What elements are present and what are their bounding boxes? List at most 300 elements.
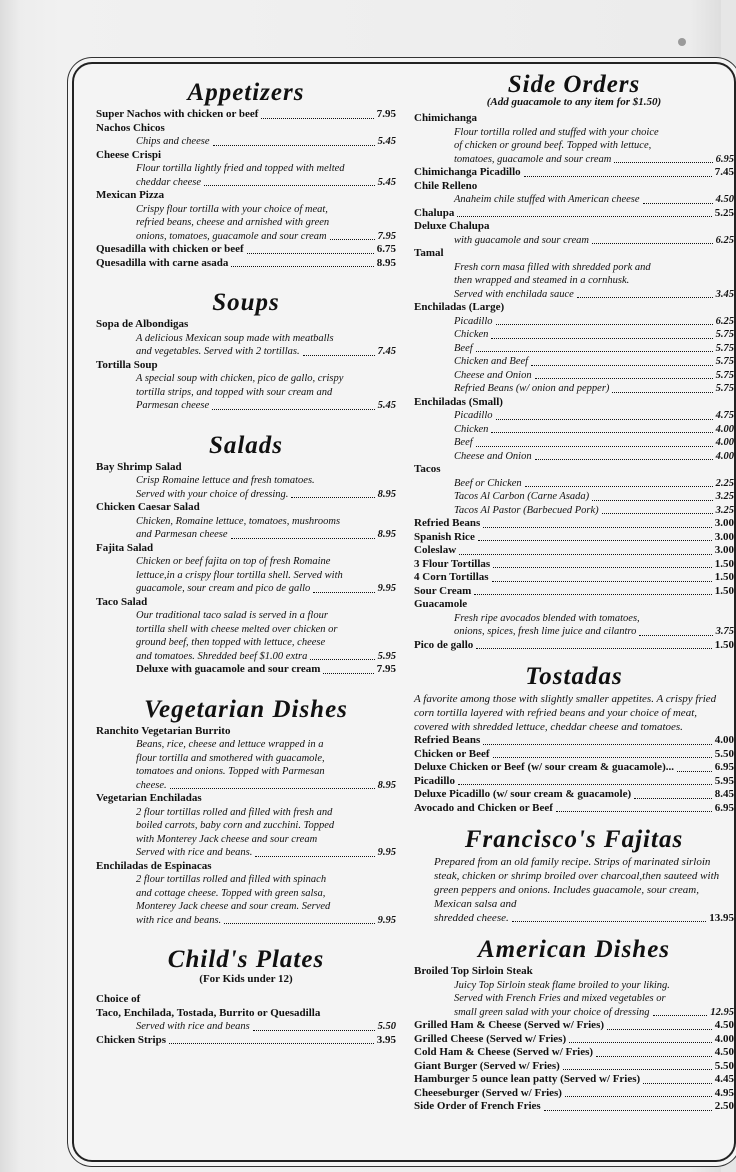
item-name: Chimichanga [414,112,477,124]
item-label: Super Nachos with chicken or beef [96,108,259,120]
item-description: tortilla strips, and topped with sour cream and [136,386,333,398]
menu-item-row [414,1100,734,1114]
item-description: Flour tortilla lightly fried and topped with melted [136,163,345,174]
menu-item-row [96,488,396,502]
price: 9.95 [377,583,396,594]
price: 5.50 [714,747,734,760]
menu-item-row [96,663,396,677]
price: 3.25 [715,504,734,516]
menu-item-row [414,328,734,342]
menu-item-row [414,450,734,464]
menu-item-row [414,1060,734,1074]
price: 1.50 [714,557,734,570]
price: 6.95 [715,153,734,165]
leader-dots [330,239,375,240]
leader-dots [525,486,713,487]
item-label: Cheese and Onion [454,450,532,462]
price: 4.45 [714,1073,734,1085]
leader-dots [643,203,713,204]
section-title: Tostadas [525,663,623,690]
item-label: Chicken and Beef [454,356,529,367]
item-label: Beef [454,437,473,448]
leader-dots [577,297,713,298]
leader-dots [459,554,712,555]
menu-item-row [414,775,734,789]
item-label: Chicken [454,423,489,435]
price: 5.75 [715,329,734,340]
leader-dots [535,378,713,379]
item-label: with guacamole and sour cream [454,234,589,246]
price: 7.45 [377,346,396,357]
item-label: Picadillo [414,774,455,787]
item-label: Chimichanga Picadillo [414,166,521,178]
item-label: 4 Corn Tortillas [414,571,489,583]
leader-dots [483,527,711,528]
item-name: Enchiladas (Small) [414,395,503,408]
leader-dots [476,351,713,352]
item-name: Tacos [414,463,441,475]
price: 1.50 [714,584,734,597]
item-name: Chile Relleno [414,179,478,192]
price: 2.50 [714,1100,734,1112]
leader-dots [291,497,374,498]
item-label: 3 Flour Tortillas [414,557,491,570]
item-description: Juicy Top Sirloin steak flame broiled to your liking. [454,979,670,991]
menu-item-row [96,582,396,596]
price: 8.45 [714,788,734,800]
leader-dots [310,659,374,660]
leader-dots [524,176,712,177]
tostadas-items [414,734,734,815]
leader-dots [204,185,375,186]
leader-dots [231,538,375,539]
leader-dots [458,784,712,785]
leader-dots [596,1056,712,1057]
menu-item-row [414,436,734,450]
menu-item-row [414,517,734,531]
price: 8.95 [377,488,396,500]
item-description: with Monterey Jack cheese and sour cream [136,833,318,845]
item-name: Taco, Enchilada, Tostada, Burrito or Quesadilla [96,1006,321,1019]
menu-item-row [414,1046,734,1060]
leader-dots [253,1030,375,1031]
item-description: Monterey Jack cheese and sour cream. Served [136,901,331,912]
menu-item-row [96,257,396,271]
menu-item-row [96,779,396,793]
price: 5.50 [714,1059,734,1072]
left-column [96,78,396,1047]
item-label: Served with your choice of dressing. [136,488,289,500]
item-label: Coleslaw [414,544,457,556]
leader-dots [491,432,712,433]
menu-item-row [414,734,734,748]
item-name: Bay Shrimp Salad [96,460,182,473]
item-label: tomatoes, guacamole and sour cream [454,153,612,165]
price: 2.25 [715,477,734,489]
leader-dots [535,459,713,460]
price: 9.95 [377,914,396,926]
item-label: with rice and beans. [136,914,222,926]
leader-dots [677,771,712,772]
leader-dots [592,243,713,244]
vegetarian-section [96,695,396,928]
item-description: tomatoes and onions. Topped with Parmesan [136,766,325,777]
leader-dots [303,355,375,356]
item-label: Giant Burger (Served w/ Fries) [414,1059,560,1072]
menu-item-row [96,650,396,664]
leader-dots [563,1069,712,1070]
item-label: Grilled Ham & Cheese (Served w/ Fries) [414,1019,605,1031]
price: 13.95 [709,911,734,924]
item-description: of chicken or ground beef. Topped with lettuce, [454,140,652,151]
menu-item-row [414,1006,734,1020]
price: 5.45 [377,400,396,411]
price: 5.45 [377,136,396,147]
price: 1.50 [714,638,734,651]
item-label: Grilled Cheese (Served w/ Fries) [414,1032,567,1045]
menu-item-row [414,585,734,599]
appetizers-section [96,78,396,270]
section-title: Francisco's Fajitas [464,826,684,853]
fajitas-price-row [414,911,734,925]
price: 4.00 [715,450,734,462]
item-label: Cheese and Onion [454,369,532,381]
price: 5.75 [715,356,734,367]
menu-item-row [414,1019,734,1033]
item-description: Flour tortilla rolled and stuffed with your choice [454,126,659,138]
leader-dots [170,788,375,789]
item-description: flour tortilla and smothered with guacamole, [136,752,325,764]
menu-item-row [96,846,396,860]
item-description: ground beef, then topped with lettuce, cheese [136,637,326,648]
price: 5.75 [715,342,734,354]
price: 5.95 [714,774,734,787]
item-name: Taco Salad [96,595,148,608]
salads-section [96,431,396,677]
item-label: Sour Cream [414,584,472,597]
section-title: Vegetarian Dishes [144,695,348,723]
item-name: Nachos Chicos [96,121,165,134]
price: 5.45 [377,176,396,188]
menu-item-row [414,625,734,639]
item-name: Sopa de Albondigas [96,318,189,330]
price: 6.95 [714,801,734,814]
leader-dots [476,446,713,447]
item-label: small green salad with your choice of dressing [454,1006,650,1018]
menu-item-row [414,207,734,221]
menu-item-row [96,528,396,542]
section-title: American Dishes [477,936,671,963]
menu-item-row [414,558,734,572]
item-name: Mexican Pizza [96,189,165,201]
item-label: onions, spices, fresh lime juice and cilantro [454,626,637,637]
leader-dots [261,118,373,119]
menu-item-row [414,234,734,248]
fajitas-text: Prepared from an old family recipe. Strips of marinated sirloin steak, chicken or shrimp broiled over charcoal,then sauteed with green peppers and onions. Includes guacamole, sour cream, Mexican salsa and [434,856,720,910]
leader-dots [544,1110,712,1111]
menu-item-row [414,342,734,356]
price: 7.95 [377,230,396,242]
tostadas-section [414,662,734,815]
item-label: Deluxe with guacamole and sour cream [136,663,321,675]
item-label: cheese. [136,779,167,791]
menu-item-row [414,788,734,802]
item-description: Chicken or beef fajita on top of fresh Romaine [136,556,331,567]
section-title: Side Orders [507,71,641,98]
item-label: Served with rice and beans [136,1021,250,1032]
item-description: 2 flour tortillas rolled and filled with spinach [136,874,327,885]
menu-item-row [414,761,734,775]
menu-item-row [414,409,734,423]
section-title: Salads [208,431,284,459]
item-description: Chicken, Romaine lettuce, tomatoes, mushrooms [136,515,341,527]
price: 7.95 [376,108,396,120]
price: 6.25 [715,234,734,246]
menu-item-row [96,399,396,413]
item-name: Tamal [414,247,444,259]
pin-hole [678,38,686,46]
price: 3.45 [715,288,734,300]
item-label: cheddar cheese [136,176,202,188]
item-label: Hamburger 5 ounce lean patty (Served w/ Fries) [414,1073,641,1085]
section-subtitle: (For Kids under 12) [199,973,293,985]
item-label: Served with rice and beans. [136,847,253,858]
leader-dots [493,567,712,568]
item-name: Chicken Caesar Salad [96,501,200,513]
item-description: A special soup with chicken, pico de gallo, crispy [136,373,344,384]
menu-item-row [414,531,734,545]
price: 6.25 [715,315,734,327]
leader-dots [496,419,713,420]
item-description: tortilla shell with cheese melted over chicken or [136,623,338,635]
leader-dots [653,1015,708,1016]
leader-dots [492,581,712,582]
section-title: Appetizers [187,79,305,106]
leader-dots [474,594,711,595]
leader-dots [493,757,712,758]
menu-item-row [414,1073,734,1087]
item-name: Fajita Salad [96,541,154,554]
price: 6.75 [376,243,396,255]
leader-dots [569,1042,712,1043]
item-label: Avocado and Chicken or Beef [414,801,553,814]
leader-dots [556,811,712,812]
fajitas-last: shredded cheese. [434,912,509,924]
price: 4.50 [715,194,734,205]
item-name: Choice of [96,993,141,1005]
tostadas-intro: A favorite among those with slightly smaller appetites. A crispy fried corn tortilla layered with refried beans and your choice of meat, covered with shredded lettuce, cheddar cheese and tomatoes. [414,693,717,733]
item-description: Fresh corn masa filled with shredded pork and [454,261,651,273]
price: 3.00 [714,544,734,556]
leader-dots [224,923,374,924]
price: 8.95 [376,256,396,269]
price: 9.95 [377,847,396,858]
side-orders-section [414,70,734,652]
price: 7.45 [714,166,734,178]
section-title: Soups [212,289,280,316]
item-label: and vegetables. Served with 2 tortillas. [136,346,300,357]
item-label: Chalupa [414,206,455,219]
leader-dots [639,635,712,636]
menu-item-row [96,345,396,359]
leader-dots [483,744,711,745]
menu-item-row [414,1087,734,1101]
price: 1.50 [714,571,734,583]
menu-item-row [414,153,734,167]
item-label: onions, tomatoes, guacamole and sour cream [136,230,327,242]
item-description: A delicious Mexican soup made with meatballs [136,332,334,344]
price: 6.95 [714,761,734,773]
price: 3.00 [714,517,734,529]
item-description: Our traditional taco salad is served in a flour [136,610,328,621]
item-description: refried beans, cheese and arnished with green [136,217,330,228]
leader-dots [491,338,712,339]
leader-dots [496,324,713,325]
item-label: Tacos Al Carbon (Carne Asada) [454,491,590,502]
item-name: Vegetarian Enchiladas [96,792,202,804]
item-description: 2 flour tortillas rolled and filled with fresh and [136,806,333,818]
item-label: Chicken [454,329,489,340]
menu-item-row [414,490,734,504]
item-label: Deluxe Chicken or Beef (w/ sour cream & guacamole)... [414,761,674,773]
item-label: Chicken Strips [96,1033,166,1046]
price: 5.95 [377,650,396,662]
item-description: and cottage cheese. Topped with green salsa, [136,887,326,899]
item-description: boiled carrots, baby corn and zucchini. Topped [136,820,335,831]
menu-item-row [96,135,396,149]
price: 3.00 [714,530,734,543]
price: 3.75 [715,626,734,637]
item-label: Quesadilla with carne asada [96,256,229,269]
leader-dots [169,1043,374,1044]
item-label: Chicken or Beef [414,747,490,760]
menu-item-row [96,1034,396,1048]
leader-dots [602,513,713,514]
menu-item-row [96,243,396,257]
menu-item-row [96,914,396,928]
price: 5.75 [715,369,734,381]
leader-dots [323,673,373,674]
item-name: Enchiladas (Large) [414,301,505,313]
item-label: Anaheim chile stuffed with American cheese [454,194,640,205]
leader-dots [255,856,374,857]
leader-dots [607,1029,712,1030]
item-label: Served with enchilada sauce [454,288,574,300]
item-label: Cheeseburger (Served w/ Fries) [414,1086,562,1099]
menu-item-row [414,193,734,207]
leader-dots [512,921,707,922]
item-label: Refried Beans [414,517,481,529]
item-label: and tomatoes. Shredded beef $1.00 extra [136,650,308,662]
menu-frame [72,62,736,1162]
item-name: Guacamole [414,598,468,610]
item-label: Quesadilla with chicken or beef [96,243,244,255]
item-description: lettuce,in a crispy flour tortilla shell. Served with [136,569,343,581]
item-name: Deluxe Chalupa [414,220,490,232]
item-label: Picadillo [454,315,493,327]
menu-item-row [414,504,734,518]
item-label: Refried Beans [414,734,481,746]
right-column [414,70,734,1114]
item-description: Served with French Fries and mixed vegetables or [454,993,666,1004]
leader-dots [634,798,712,799]
price: 8.95 [377,529,396,540]
price: 3.25 [715,491,734,502]
price: 8.95 [377,779,396,791]
leader-dots [212,409,374,410]
item-label: guacamole, sour cream and pico de gallo [136,583,311,594]
leader-dots [478,540,712,541]
leader-dots [213,145,375,146]
item-label: Deluxe Picadillo (w/ sour cream & guacamole) [414,788,632,800]
item-name: Cheese Crispi [96,148,162,161]
item-label: Pico de gallo [414,638,474,651]
menu-item-row [414,382,734,396]
menu-item-row [414,802,734,816]
item-label: Picadillo [454,410,493,421]
menu-item-row [414,748,734,762]
menu-item-row [96,230,396,244]
soups-section [96,288,396,413]
price: 4.00 [715,437,734,448]
item-description: Beans, rice, cheese and lettuce wrapped in a [136,739,324,750]
item-description: Crispy flour tortilla with your choice of meat, [136,203,328,215]
item-label: Tacos Al Pastor (Barbecued Pork) [454,504,599,516]
item-label: Cold Ham & Cheese (Served w/ Fries) [414,1046,594,1058]
item-name: Broiled Top Sirloin Steak [414,965,533,977]
fajitas-section [414,825,734,925]
leader-dots [231,266,373,267]
american-section [414,935,734,1114]
menu-item-row [414,369,734,383]
item-label: Spanish Rice [414,530,475,543]
menu-item-row [96,108,396,122]
item-description: Fresh ripe avocados blended with tomatoes, [454,612,640,624]
leader-dots [531,365,713,366]
price: 4.00 [715,423,734,435]
menu-item-row [414,315,734,329]
leader-dots [457,216,711,217]
menu-item-row [414,639,734,653]
price: 5.50 [377,1021,396,1032]
item-description: then wrapped and steamed in a cornhusk. [454,275,630,286]
item-name: Tortilla Soup [96,358,158,371]
price: 4.00 [714,1032,734,1045]
price: 4.50 [714,1046,734,1058]
leader-dots [592,500,712,501]
leader-dots [614,162,712,163]
price: 7.95 [376,663,396,675]
item-name: Enchiladas de Espinacas [96,859,212,872]
menu-item-row [414,477,734,491]
leader-dots [612,392,712,393]
price: 4.50 [714,1019,734,1031]
item-label: Beef [454,342,473,354]
section-subtitle: (Add guacamole to any item for $1.50) [486,96,662,108]
leader-dots [643,1083,712,1084]
menu-item-row [414,1033,734,1047]
item-label: Chips and cheese [136,136,210,147]
item-label: Side Order of French Fries [414,1100,541,1112]
section-title: Child's Plates [167,946,325,973]
price: 5.25 [714,206,734,219]
item-description: Crisp Romaine lettuce and fresh tomatoes. [136,475,315,486]
item-label: and Parmesan cheese [136,529,228,540]
price: 3.95 [376,1033,396,1046]
price: 12.95 [710,1006,734,1018]
leader-dots [247,253,374,254]
leader-dots [476,648,711,649]
